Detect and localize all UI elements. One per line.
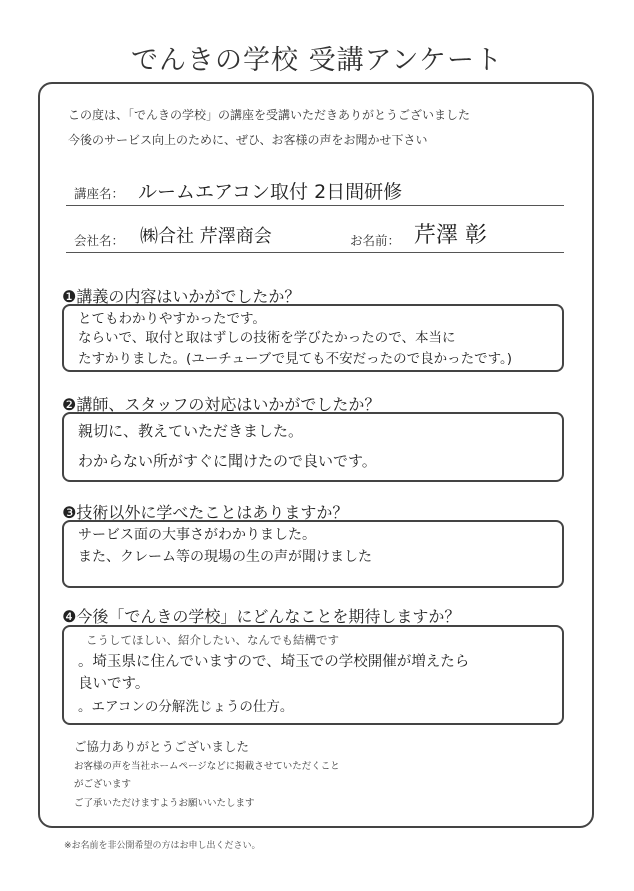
notice-line-1: お客様の声を当社ホームページなどに掲載させていただくこと — [74, 761, 340, 772]
company-underline — [66, 252, 564, 253]
intro-line-2: 今後のサービス向上のために、ぜひ、お客様の声をお聞かせ下さい — [68, 133, 428, 147]
question-3-title: ❸技術以外に学べたことはありますか？ — [62, 503, 349, 522]
course-value: ルームエアコン取付 2日間研修 — [138, 181, 403, 203]
question-2-answer-line-1: 親切に、教えていただきました。 — [78, 422, 304, 440]
question-4-answer-line-3: 。エアコンの分解洗じょうの仕方。 — [78, 699, 294, 715]
question-4-answer-line-2: 良いです。 — [78, 676, 150, 692]
course-underline — [66, 205, 564, 206]
notice-line-3: ご了承いただけますようお願いいたします — [74, 798, 255, 809]
name-value: 芹澤 彰 — [414, 223, 487, 248]
name-label: お名前： — [350, 233, 401, 248]
question-3-answer-line-2: また、クレーム等の現場の生の声が聞けました — [78, 549, 372, 565]
course-label: 講座名： — [74, 186, 125, 201]
question-1-answer-line-3: たすかりました。(ユーチューブで見ても不安だったので良かったです。) — [78, 351, 513, 367]
question-4-title: ❹今後「でんきの学校」にどんなことを期待しますか？ — [62, 607, 461, 626]
company-value: ㈱合社 芹澤商会 — [140, 226, 272, 247]
intro-line-1: この度は、「でんきの学校」の講座を受講いただきありがとうございました — [68, 108, 471, 122]
question-4-answer-line-1: 。埼玉県に住んでいますので、埼玉での学校開催が増えたら — [78, 654, 470, 670]
thanks-message: ご協力ありがとうございました — [74, 739, 250, 754]
question-1-answer-line-2: ならいで、取付と取はずしの技術を学びたかったので、本当に — [78, 330, 456, 346]
notice-line-2: がございます — [74, 779, 132, 790]
question-2-answer-line-2: わからない所がすぐに聞けたので良いです。 — [78, 452, 377, 470]
question-3-answer-line-1: サービス面の大事さがわかりました。 — [78, 527, 316, 543]
question-4-hint: こうしてほしい、紹介したい、なんでも結構です — [86, 633, 339, 647]
question-1-title: ❶講義の内容はいかがでしたか？ — [62, 287, 301, 306]
footnote: ※お名前を非公開希望の方はお申し出ください。 — [64, 841, 261, 851]
question-2-title: ❷講師、スタッフの対応はいかがでしたか？ — [62, 395, 381, 414]
page-title: でんきの学校 受講アンケート — [131, 45, 503, 76]
question-1-answer-line-1: とてもわかりやすかったです。 — [78, 311, 266, 327]
company-label: 会社名： — [74, 233, 125, 248]
